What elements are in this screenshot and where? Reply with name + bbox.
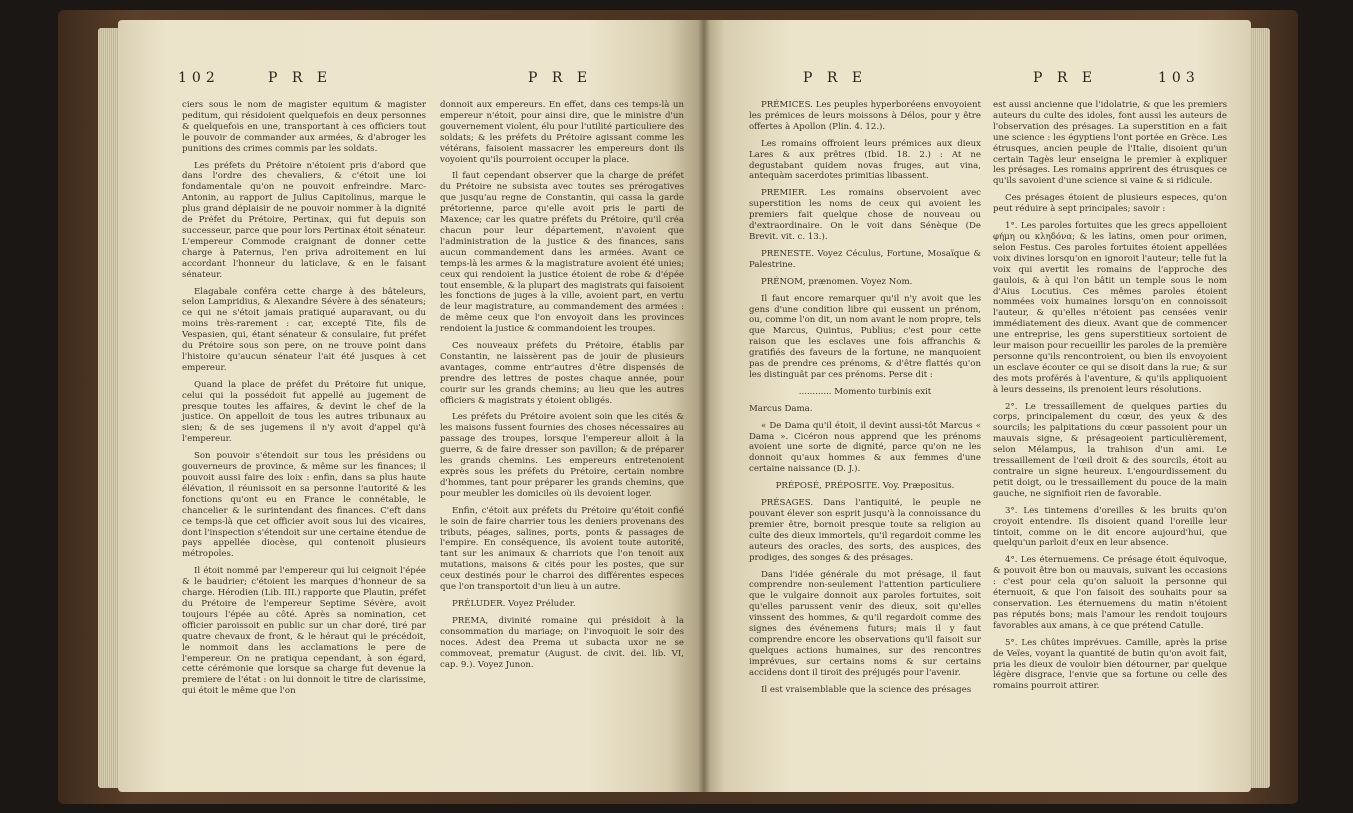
entry-presages: PRÉSAGES. Dans l'antiquité, le peuple ne pouvant élever son esprit jusqu'à la connoissance du premier être, bornoit presque toute sa religion au culte des dieux immortels, qu'il regardoit comme les auteurs des oracles, des sorts, des auspices, des prodiges, des songes & des présages. (749, 498, 981, 563)
left-page (118, 20, 703, 792)
book-gutter (698, 20, 710, 792)
running-head-left-b: P R E (528, 70, 593, 86)
paragraph: donnoit aux empereurs. En effet, dans ces temps-là un empereur n'étoit, pour ainsi dire, que le ministre d'un gouvernement violent, élu pour l'utilité particuliere des soldats; & les préfets du Prétoire agissant comme les vétérans, faisoient massacrer les empereurs dont ils voyoient qu'ils pourroient occuper la place. (440, 100, 684, 165)
paragraph: Son pouvoir s'étendoit sur tous les présidens ou gouverneurs de province, & même sur les finances; il pouvoit aussi faire des loix : enfin, dans sa plus haute élévation, il réunissoit en sa personne l'autorité & les fonctions qu'ont eu en France le connétable, le chancelier & le surintendant des finances. C'eft dans ce temps-là que cet officier avoit sous lui des vicaires, dont l'inspection s'étendoit sur une certaine étendue de pays appellée diocèse, qui contenoit plusieurs métropoles. (182, 451, 426, 560)
paragraph: Dans l'idée générale du mot présage, il faut comprendre non-seulement l'attention particuliere que le vulgaire donnoit aux paroles fortuites, soit qu'elles parussent venir des dieux, soit qu'elles vinssent des hommes, & qu'il regardoit comme des signes des événemens futurs; mais il y faut comprendre encore les observations qu'il faisoit sur quelques actions humaines, sur des rencontres imprévues, sur certains noms & sur certains accidens dont il tiroit des préjugés pour l'avenir. (749, 569, 981, 678)
paragraph: « De Dama qu'il étoit, il devint aussi-tôt Marcus « Dama ». Cicéron nous apprend que les prénoms avoient une sorte de dignité, parce qu'on ne les donnoit qu'aux hommes & aux femmes d'une certaine naissance (D. J.). (749, 420, 981, 475)
paragraph: Il faut encore remarquer qu'il n'y avoit que les gens d'une condition libre qui eussent un prénom, ou, comme l'on dit, un nom avant le nom propre, tels que Marcus, Quintus, Publius; c'est pour cette raison que les esclaves une fois affranchis & gratifiés des faveurs de la fortune, ne manquoient pas de prendre ces prénoms, & d'être flattés qu'on les distinguât par ces prénoms. Perse dit : (749, 293, 981, 380)
paragraph: Les romains offroient leurs prémices aux dieux Lares & aux prêtres (Ibid. 18. 2.) : At ne degustabant quidem novas fruges, aut vina, antequàm sacerdotes primitias libassent. (749, 138, 981, 182)
paragraph: Les préfets du Prétoire avoient soin que les cités & les maisons fussent fournies des choses nécessaires au passage des troupes, lorsque l'empereur alloit à la guerre, & de faire dresser son pavillon; & de préparer les grands chemins. Les empereurs entretenoient exprès sous les préfets du Prétoire, certain nombre d'hommes, tant pour préparer les grands chemins, que pour meubler les domiciles où ils devoient loger. (440, 412, 684, 499)
entry-preneste: PRENESTE. Voyez Céculus, Fortune, Mosaïque & Palestrine. (749, 248, 981, 270)
paragraph: ciers sous le nom de magister equitum & magister peditum, qui résidoient quelquefois en deux personnes & quelquefois en une, transportant à ces officiers tout le pouvoir de commander aux armées, & d'abroger les punitions des crimes commis par les soldats. (182, 100, 426, 154)
running-head-right-a: P R E (803, 70, 868, 86)
paragraph: Il est vraisemblable que la science des présages (761, 684, 972, 695)
paragraph: Ces nouveaux préfets du Prétoire, établis par Constantin, ne laissèrent pas de jouir de plusieurs avantages, comme entr'autres d'être dispensés de prendre des lettres de postes chaque année, pour courir sur les grands chemins; au lieu que les autres officiers & magistrats y étoient obligés. (440, 341, 684, 406)
paragraph: Quand la place de préfet du Prétoire fut unique, celui qui la possédoit fut appellé au jugement de presque toutes les affaires, & devint le chef de la justice. On appelloit de tous les autres tribunaux au sien; & de ses jugemens il n'y avoit d'appel qu'à l'empereur. (182, 379, 426, 445)
paragraph: Ces présages étoient de plusieurs especes, qu'on peut réduire à sept principales; savoir : (993, 193, 1227, 215)
paragraph: Elagabale conféra cette charge à des bâteleurs, selon Lampridius, & Alexandre Sévère à des sénateurs; ce qui ne s'étoit jamais pratiqué auparavant, ou du moins très-rarement : car, excepté Tite, fils de Vespasien, qui, étant sénateur & consulaire, fut préfet du Prétoire sous son pere, on ne trouve point dans l'histoire qu'aucun sénateur l'ait été jusques à cet empereur. (182, 286, 426, 373)
entry-prema: PREMA, divinité romaine qui présidoit à la consommation du mariage; on l'invoquoit le soir des noces. Adest dea Prema ut subacta uxor ne se commoveat, prematur (August. de civit. dei. lib. VI, cap. 9.). Voyez Junon. (440, 615, 684, 670)
paragraph: 1°. Les paroles fortuites que les grecs appelloient φήμη ou κληδόνα; & les latins, omen pour orimen, selon Festus. Ces paroles fortuites étoient appellées voix divines lorsqu'on en ignoroit l'auteur; telle fut la voix qui avertit les romains de l'approche des gaulois, & à qui l'on bâtit un temple sous le nom d'Aius Locutius. Ces mêmes paroles étoient nommées voix humaines lorsqu'on en connoissoit l'auteur, & qu'elles n'étoient pas censées venir immédiatement des dieux. Avant que de commencer une entreprise, les gens superstitieux sortoient de leur maison pour recueillir les paroles de la première personne qu'ils rencontroient, ou bien ils envoyoient un esclave écouter ce qui se disoit dans la rue; & sur des mots proférés à l'aventure, & qu'ils appliquoient à leurs desseins, ils prenoient leurs résolutions. (993, 221, 1227, 395)
paragraph: Il faut cependant observer que la charge de préfet du Prétoire ne subsista avec toutes ses prérogatives que jusqu'au regne de Constantin, qui cassa la garde prétorienne, parce qu'elle avoit pris le parti de Maxence; car les quatre préfets du Prétoire, qu'il créa chacun pour leur département, n'avoient que l'administration de la justice & des finances, sans aucun commandement dans les armées. Avant ce temps-là les armes & la magistrature avoient été unies; ceux qui rendoient la justice étoient de robe & d'épée tout ensemble, & la plupart des magistrats qui faisoient les fonctions de juges à la ville, avoient part, en vertu de leur magistrature, au commandement des armées : de même ceux que l'on envoyoit dans les provinces rendoient la justice & commandoient les troupes. (440, 171, 685, 335)
right-page-column-2 (993, 100, 1227, 698)
entry-preluder: PRÉLUDER. Voyez Préluder. (452, 598, 576, 609)
paragraph: 2°. Le tressaillement de quelques parties du corps, principalement du cœur, des yeux & des sourcils; les palpitations du cœur passoient pour un mauvais signe, & présageoient particulièrement, selon Mélampus, la trahison d'un ami. Le tressaillement de l'œil droit & des sourcils, étoit au contraire un signe heureux. L'engourdissement du petit doigt, ou le tressaillement du pouce de la main gauche, ne signifioit rien de favorable. (993, 401, 1227, 499)
entry-prenom: PRÉNOM, prænomen. Voyez Nom. (761, 276, 913, 287)
entry-premier: PREMIER. Les romains observoient avec superstition les noms de ceux qui avoient les premiers fait quelque chose de nouveau ou d'extraordinaire. On le voit dans Sénèque (De Brevit. vit. c. 13.). (749, 188, 981, 242)
paragraph: 3°. Les tintemens d'oreilles & les bruits qu'on croyoit entendre. Ils disoient quand l'oreille leur tintoit, comme on le dit encore aujourd'hui, que quelqu'un parloit d'eux en leur absence. (993, 505, 1227, 549)
page-number-right: 103 (1158, 70, 1200, 86)
page-edges-right (1248, 28, 1270, 788)
entry-prepose: PRÉPOSÉ, PRÉPOSITE. Voy. Præpositus. (775, 481, 955, 492)
verse-line: Marcus Dama. (749, 403, 813, 414)
right-page (703, 20, 1251, 792)
entry-premices: PRÉMICES. Les peuples hyperboréens envoyoient les prémices de leurs moissons à Délos, pour y être offertes à Apollon (Plin. 4. 12.). (749, 100, 981, 132)
left-page-column-1 (182, 100, 426, 703)
paragraph: Les préfets du Prétoire n'étoient pris d'abord que dans l'ordre des chevaliers, & c'étoit une loi fondamentale qu'on ne pouvoit enfreindre. Marc-Antonin, au rapport de Julius Capitolinus, marque le plus grand déplaisir de ne pouvoir nommer à la dignité de Préfet du Prétoire, Pertinax, qui fut depuis son successeur, parce que pour lors Pertinax étoit sénateur. L'empereur Commode craignant de donner cette charge à Paternus, l'en priva adroitement en lui accordant l'honneur du laticlave, & en le faisant sénateur. (182, 160, 426, 280)
running-head-right-b: P R E (1033, 70, 1098, 86)
page-number-left: 102 (178, 70, 220, 86)
paragraph: est aussi ancienne que l'idolatrie, & que les premiers auteurs du culte des idoles, font aussi les auteurs de l'observation des présages. La superstition en a fait une science : les égyptiens l'ont portée en Grèce. Les étrusques, ancien peuple de l'Italie, disoient qu'un certain Tagès leur enseigna le premier à expliquer les présages. Les romains apprirent des étrusques ce qu'ils savoient d'une science si vaine & si ridicule. (993, 100, 1227, 187)
paragraph: Enfin, c'étoit aux préfets du Prétoire qu'étoit confié le soin de faire charrier tous les deniers provenans des tributs, péages, salines, ports, ponts & passages de l'empire. En conséquence, ils avoient toute autorité, tant sur les animaux & charriots que l'on tenoit aux mutations, maisons & cités pour les postes, que sur ceux destinés pour le charroi des différentes especes que l'on transportoit d'un lieu à un autre. (440, 505, 684, 593)
running-head-left-a: P R E (268, 70, 333, 86)
paragraph: 4°. Les éternuemens. Ce présage étoit équivoque, & pouvoit être bon ou mauvais, suivant les occasions : c'est pour cela qu'on saluoit la personne qui éternuoit, & que l'on faisoit des souhaits pour sa conservation. Les éternuemens du matin n'étoient pas réputés bons; mais l'amour les rendoit toujours favorables aux amans, à ce que prétend Catulle. (993, 555, 1227, 631)
open-book (58, 6, 1298, 806)
verse-line: ............ Momento turbinis exit (798, 386, 932, 397)
paragraph: 5°. Les chûtes imprévues. Camille, après la prise de Veïes, voyant la quantité de butin qu'on avoit fait, pria les dieux de vouloir bien détourner, par quelque légère disgrace, l'envie que sa fortune ou celle des romains pourroit attirer. (993, 637, 1227, 692)
paragraph: Il étoit nommé par l'empereur qui lui ceignoit l'épée & le baudrier; c'étoient les marques d'honneur de sa charge. Hérodien (Lib. III.) rapporte que Plautin, préfet du Prétoire de l'empereur Septime Sévère, avoit toujours l'épée au côté. Après sa nomination, cet officier paroissoit en public sur un char doré, tiré par quatre chevaux de front, & le héraut qui le précédoit, le nommoit dans les acclamations le pere de l'empereur. On ne pratiqua cependant, à son égard, cette cérémonie que lorsque sa charge fut devenue la premiere de l'état : on lui donnoit le titre de clarissime, qui étoit le même que l'on (182, 566, 426, 697)
left-page-column-2 (440, 100, 684, 676)
right-page-column-1 (749, 100, 981, 702)
page-edges-left (98, 28, 120, 788)
